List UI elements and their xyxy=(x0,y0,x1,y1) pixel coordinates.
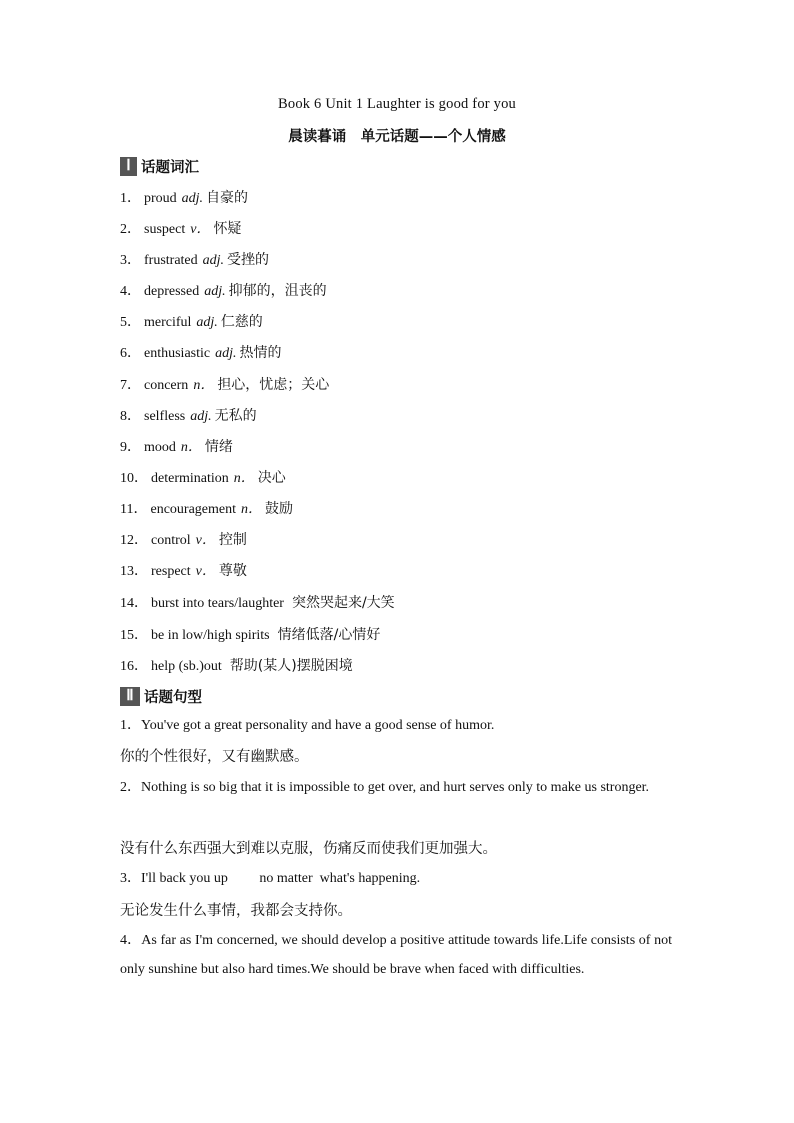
vocab-item: 3． frustrated adj. 受挫的 xyxy=(120,252,270,268)
vocab-item: 14． burst into tears/laughter 突然哭起来/大笑 xyxy=(120,595,395,611)
vocab-item: 16． help (sb.)out 帮助(某人)摆脱困境 xyxy=(120,658,353,674)
section-heading-sentences xyxy=(120,686,202,706)
vocab-item: 7． concern n． 担心，忧虑；关心 xyxy=(120,377,330,393)
vocab-item: 10． determination n． 决心 xyxy=(120,470,286,486)
vocab-item: 4． depressed adj. 抑郁的，沮丧的 xyxy=(120,283,327,299)
vocab-item: 8． selfless adj. 无私的 xyxy=(120,408,257,424)
page-title: Book 6 Unit 1 Laughter is good for you xyxy=(278,96,516,112)
section-heading-vocabulary xyxy=(120,156,199,176)
vocab-item: 15． be in low/high spirits 情绪低落/心情好 xyxy=(120,627,381,643)
sentence-english: 3．I'll back you up no matter what's happening. xyxy=(120,871,421,886)
vocab-item: 5． merciful adj. 仁慈的 xyxy=(120,314,263,330)
section-number-badge: Ⅰ xyxy=(120,157,137,176)
page-subtitle: 晨读暮诵 单元话题——个人情感 xyxy=(288,129,506,145)
vocab-item: 2． suspect v． 怀疑 xyxy=(120,221,242,237)
sentence-chinese: 无论发生什么事情，我都会支持你。 xyxy=(120,903,352,919)
vocab-item: 12． control v． 控制 xyxy=(120,532,247,548)
vocab-item: 1． proud adj. 自豪的 xyxy=(120,190,249,206)
sentence-english: 1．You've got a great personality and have a good sense of humor. xyxy=(120,718,495,733)
sentence-english: 4．As far as I'm concerned, we should develop a positive attitude towards life.Life consists of not only sunshine but also hard times.We should be brave when faced with difficulties. xyxy=(120,933,672,977)
section-label: 话题句型 xyxy=(144,689,202,706)
sentence-english: 2．Nothing is so big that it is impossible to get over, and hurt serves only to make us stronger. xyxy=(120,780,650,795)
sentence-chinese: 你的个性很好，又有幽默感。 xyxy=(120,749,309,765)
vocab-item: 6． enthusiastic adj. 热情的 xyxy=(120,345,282,361)
vocab-item: 9． mood n． 情绪 xyxy=(120,439,233,455)
vocab-item: 11． encouragement n． 鼓励 xyxy=(120,501,293,517)
vocab-item: 13． respect v． 尊敬 xyxy=(120,563,247,579)
section-label: 话题词汇 xyxy=(141,159,199,176)
sentence-chinese: 没有什么东西强大到难以克服，伤痛反而使我们更加强大。 xyxy=(120,841,497,857)
section-number-badge: Ⅱ xyxy=(120,687,140,706)
